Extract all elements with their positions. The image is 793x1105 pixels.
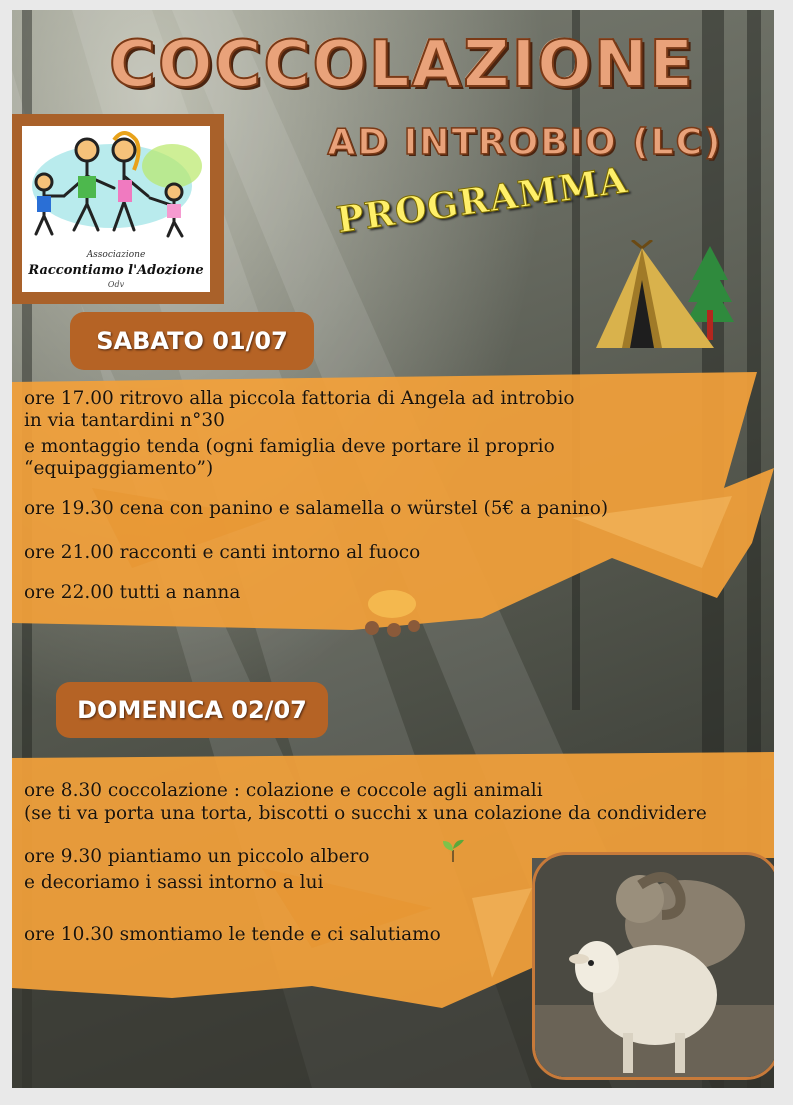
saturday-item: e montaggio tenda (ogni famiglia deve portare il proprio [24, 436, 555, 457]
tent-icon [592, 240, 742, 360]
saturday-item: ore 22.00 tutti a nanna [24, 582, 241, 603]
programma-heading: PROGRAMMA [334, 159, 631, 242]
sheep-icon [535, 855, 774, 1077]
campfire-icon [352, 580, 432, 640]
sunday-label: DOMENICA 02/07 [56, 682, 328, 738]
association-logo [22, 126, 210, 292]
logo-odv: Odv [107, 280, 125, 289]
poster-title: COCCOLAZIONE [109, 28, 695, 102]
sheep-photo [532, 852, 774, 1080]
family-drawing-icon [22, 126, 210, 246]
logo-frame [12, 114, 224, 304]
logo-name: Raccontiamo l'Adozione [28, 263, 204, 278]
sunday-item: ore 8.30 coccolazione : colazione e coccole agli animali [24, 780, 543, 801]
logo-association-word: Associazione [86, 250, 146, 260]
saturday-label: SABATO 01/07 [70, 312, 314, 370]
poster [12, 10, 774, 1088]
poster-subtitle: AD INTROBIO (LC) [327, 122, 723, 163]
sunday-item: ore 10.30 smontiamo le tende e ci salutiamo [24, 924, 441, 945]
saturday-item: in via tantardini n°30 [24, 410, 225, 431]
saturday-item: ore 21.00 racconti e canti intorno al fuoco [24, 542, 421, 563]
saturday-item: “equipaggiamento”) [24, 458, 214, 479]
sunday-item: (se ti va porta una torta, biscotti o succhi x una colazione da condividere [24, 803, 707, 824]
saturday-item: ore 17.00 ritrovo alla piccola fattoria di Angela ad introbio [24, 388, 575, 409]
sunday-item: ore 9.30 piantiamo un piccolo albero [24, 846, 370, 867]
sunday-item: e decoriamo i sassi intorno a lui [24, 872, 324, 893]
sprout-icon [440, 838, 466, 864]
saturday-item: ore 19.30 cena con panino e salamella o würstel (5€ a panino) [24, 498, 609, 519]
